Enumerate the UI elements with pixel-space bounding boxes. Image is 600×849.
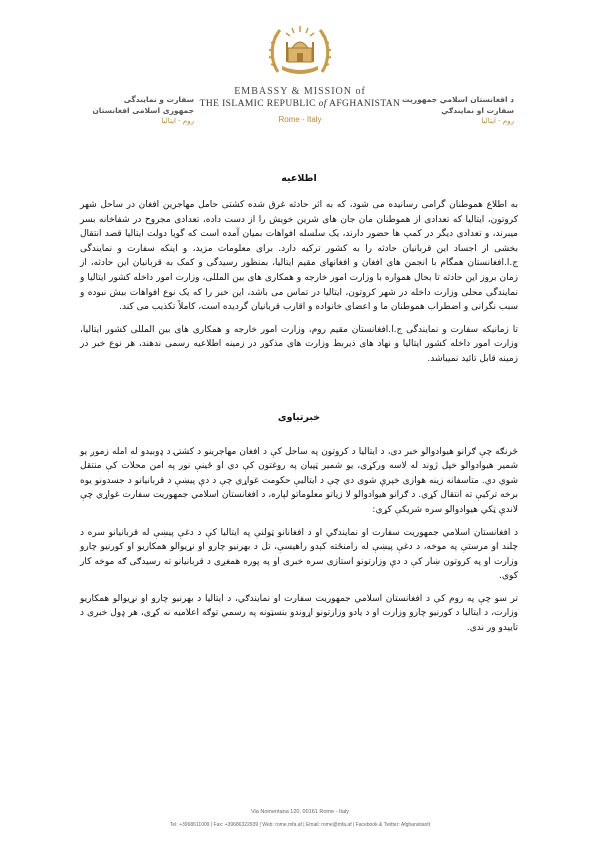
letterhead-pashto-line2: سفارت او نمایندګي	[441, 106, 514, 115]
letterhead-dari-city: روم - ایتالیا	[161, 117, 194, 125]
footer	[0, 808, 600, 830]
document-body	[80, 172, 518, 636]
letterhead-pashto	[404, 94, 514, 127]
announcement-paragraph-3: تر سو چې په روم کې د افغانستان اسلامي جمهوریت سفارت او نمایندګي، د ایتالیا د بهرنیو چارو او نړیوالو همکاریو وزارت، د ایتالیا د کورنیو چارو وزارت او د یادو وزارتونو اړوندو بنسټونه په رسمي توګه اعلامیه نه کړی، هر ډول خبری د تاییدو ور ندی.	[80, 593, 518, 634]
letterhead-english-line1: EMBASSY & MISSION of	[234, 86, 366, 97]
notice-paragraph-1: به اطلاع هموطنان گرامی رسانیده می شود، که به اثر حادثه غرق شده کشتی حامل مهاجرین افغان در ساحل شهر کروتون، ایتالیا که تعدادی از هموطنان مان جان های شرین خویش را از دست داده، تعدادی مجروح در شفاخانه بسر میبرند، و تعدادی دیگر در کمپ ها حضور دارند، یک سلسله افواهات بمیان آمده است که گویا دولت ایتالیا قصد انتقال بخشی از اجساد این قربانیان حادثه را به کشور ترکیه دارد. برای معلومات مزید، و اینکه سفارت و نمایندگی ج.ا.افغانستان همگام با انجمن های افغان و افغانهای مقیم ایتالیا، بمنظور رسیدگی و کمک به قربانیان این حادثه، از زمان بروز این حادثه تا بحال همواره با وزارت امور خارجه و همکاری های بین المللی، وزارت امور داخله کشور ایتالیا و نمایندگی محلی وزارت داخله در شهر کروتون، ایتالیا در تماس می باشد، این خبر را که یک نوع افواهات بیش نبوده و سبب نگرانی و اضطراب هموطنان ما و اعضای خانواده و اقارب قربانیان گردیده است، کاملاً تکذیب می کند.	[80, 200, 518, 313]
footer-address: Via Nomentana 120, 00161 Rome - Italy	[250, 809, 350, 815]
announcement-paragraph-2: د افغانستان اسلامي جمهوریت سفارت او نمایندګي او د افغانانو ټولنې په ایتالیا کې د دغې پیښې له قربانیانو سره د چلند او مرستې په موخه، د دغې پیښې له رامنځته کېدو راهیسې، تل د بهرنیو چارو او نړیوالو همکاریو او کورنیو چارو وزارت او په کروتون ښار کې د دې وزارتونو استازی سره خبری او په پوره همغږی د قربانیانو ته رسیدګی ګه موخه کار کوی.	[80, 527, 518, 582]
letterhead-english-line2-of: of	[318, 99, 327, 109]
letterhead	[0, 0, 600, 140]
announcement-paragraph-1: څرنګه چې ګرانو هیوادوالو خبر دی، د ایتالیا د کروتون په ساحل کې د افغان مهاجرینو د کشتۍ د ډوبیدو له امله زموږ یو شمیر هیوادوالو خپل ژوند له لاسه ورکړی، یو شمیر ټپیان په روغتون کې دي او ځینې نور په امن محلات کې منتقل شوي دي. متاسفانه زینه هوازی خپرې شوی دي چې د ایتالیې حکومت غواړي چې د دې پیښې د قربانیانو د جسدونو یوه برخه ترکیې ته انتقال کړي. د ګرانو هیوادوالو لا زیاتو معلوماتو لپاره، د افغانستان اسلامي جمهوریت سفارت غواړي چې لاندې ټکي هیوادوالو سره شریکې کړي:	[80, 446, 518, 515]
letterhead-english-city: Rome - Italy	[278, 115, 322, 124]
letterhead-pashto-city: روم - ایتالیا	[481, 117, 514, 125]
letterhead-english-line2-part2: AFGHANISTAN	[326, 99, 401, 109]
announcement-title: خبرتیاوی	[277, 411, 321, 423]
footer-contacts: Tel: +3968611009 | Fax: +39686322939 | Web: rome.mfa.af | Email: rome@mfa.af | Facebook & Twitter: AfghanistanIt	[169, 822, 431, 828]
notice-paragraph-2: تا زمانیکه سفارت و نمایندگی ج.ا.افغانستان مقیم روم، وزارت امور خارجه و همکاری های بین المللی کشور ایتالیا، وزارت امور داخله کشور ایتالیا و نهاد های ذیربط وزارت های مذکور در زمینه اطلاعیه رسمی ندهند، هر نوع خبر در زمینه قابل تائید نمیباشد.	[80, 324, 518, 364]
afghan-national-emblem-icon	[266, 20, 334, 80]
letterhead-pashto-line1: د افغانستان اسلامي جمهوريت	[402, 95, 514, 104]
notice-title: اطلاعیه	[281, 173, 317, 184]
letterhead-english-line2-part1: THE ISLAMIC REPUBLIC	[199, 99, 319, 109]
letterhead-dari-line2: جمهوری اسلامی افغانستان	[92, 106, 194, 115]
letterhead-dari-line1: سفارت و نمایندگی	[123, 95, 194, 104]
